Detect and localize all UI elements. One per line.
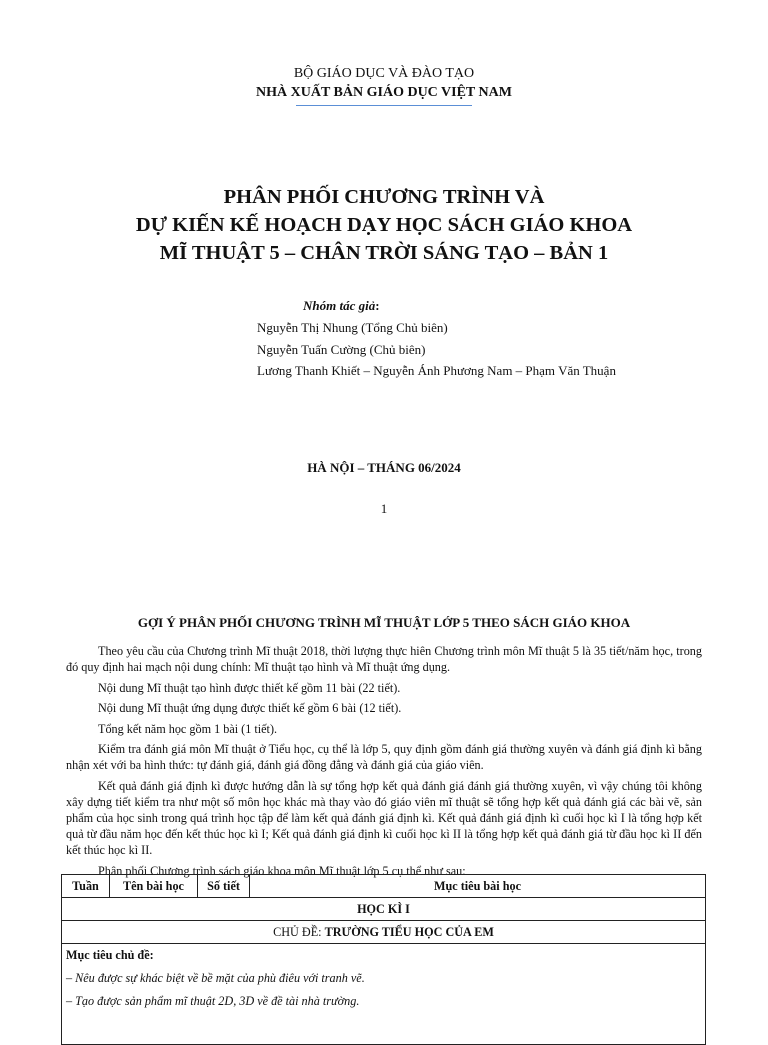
section-body	[66, 643, 702, 883]
header-week: Tuần	[62, 875, 110, 898]
table-row	[62, 898, 706, 921]
goals-label: Mục tiêu chủ đề:	[66, 948, 154, 962]
document-title-line-3: MĨ THUẬT 5 – CHÂN TRỜI SÁNG TẠO – BẢN 1	[159, 242, 609, 264]
section-title: GỢI Ý PHÂN PHỐI CHƯƠNG TRÌNH MĨ THUẬT LỚP 5 THEO SÁCH GIÁO KHOA	[137, 615, 631, 630]
topic-goals	[62, 944, 706, 1045]
header-lesson-name: Tên bài học	[110, 875, 198, 898]
page-number: 1	[380, 501, 388, 516]
paragraph: Kiểm tra đánh giá môn Mĩ thuật ở Tiểu học, cụ thể là lớp 5, quy định gồm đánh giá thường xuyên và đánh giá định kì bằng nhận xét với ba hình thức: tự đánh giá, đánh giá đồng đẳng và đánh giá của giáo viên.	[66, 742, 702, 773]
document-title-line-1: PHÂN PHỐI CHƯƠNG TRÌNH VÀ	[223, 186, 545, 208]
place-date: HÀ NỘI – THÁNG 06/2024	[307, 460, 461, 475]
ministry-name: BỘ GIÁO DỤC VÀ ĐÀO TẠO	[293, 66, 475, 81]
semester-label: HỌC KÌ I	[62, 898, 706, 921]
table-row	[62, 921, 706, 944]
curriculum-table	[61, 874, 706, 1045]
paragraph: Tổng kết năm học gồm 1 bài (1 tiết).	[98, 721, 278, 736]
header-periods: Số tiết	[198, 875, 250, 898]
author-item: Nguyễn Tuấn Cường (Chủ biên)	[257, 342, 426, 357]
topic-label: CHỦ ĐỀ: TRƯỜNG TIỂU HỌC CỦA EM	[62, 921, 706, 944]
table-header-row	[62, 875, 706, 898]
paragraph: Nội dung Mĩ thuật tạo hình được thiết kế gồm 11 bài (22 tiết).	[98, 680, 401, 695]
paragraph: Theo yêu cầu của Chương trình Mĩ thuật 2018, thời lượng thực hiên Chương trình môn Mĩ thuật 5 là 35 tiết/năm học, trong đó quy định hai mạch nội dung chính: Mĩ thuật tạo hình và Mĩ thuật ứng dụng.	[66, 644, 702, 674]
publisher-name: NHÀ XUẤT BẢN GIÁO DỤC VIỆT NAM	[256, 85, 512, 100]
table-row	[62, 944, 706, 1045]
authors-label: Nhóm tác giả:	[303, 298, 380, 313]
goal-item: – Nêu được sự khác biệt về bề mặt của phù điêu với tranh vẽ.	[66, 971, 365, 985]
publisher-underline	[296, 105, 472, 106]
author-item: Nguyễn Thị Nhung (Tổng Chủ biên)	[257, 320, 448, 335]
paragraph: Nội dung Mĩ thuật ứng dụng được thiết kế gồm 6 bài (12 tiết).	[98, 701, 402, 716]
document-title-line-2: DỰ KIẾN KẾ HOẠCH DẠY HỌC SÁCH GIÁO KHOA	[135, 214, 633, 236]
paragraph: Phân phối Chương trình sách giáo khoa môn Mĩ thuật lớp 5 cụ thể như sau:	[98, 863, 466, 878]
author-item: Lương Thanh Khiết – Nguyễn Ánh Phương Nam – Phạm Văn Thuận	[257, 363, 616, 378]
goal-item: – Tạo được sản phẩm mĩ thuật 2D, 3D về đề tài nhà trường.	[66, 994, 360, 1008]
paragraph: Kết quả đánh giá định kì được hướng dẫn là sự tổng hợp kết quả đánh giá đánh giá thường xuyên, vì vậy chúng tôi không xây dựng tiết kiểm tra như một số môn học khác mà thay vào đó giáo viên mĩ thuật sẽ tổng hợp kết quả đánh giá các bài vẽ, sản phẩm của học sinh trong quá trình học tập để làm kết quả đánh giá định kì. Kết quả đánh giá định kì cuối học kì I là tổng hợp kết quả từ đầu năm học đến kết thúc học kì I; Kết quả đánh giá định kì cuối học kì II là tổng hợp kết quả đánh giá từ đầu học kì II đến kết thúc học kì II.	[66, 778, 702, 857]
header-lesson-goals: Mục tiêu bài học	[250, 875, 706, 898]
